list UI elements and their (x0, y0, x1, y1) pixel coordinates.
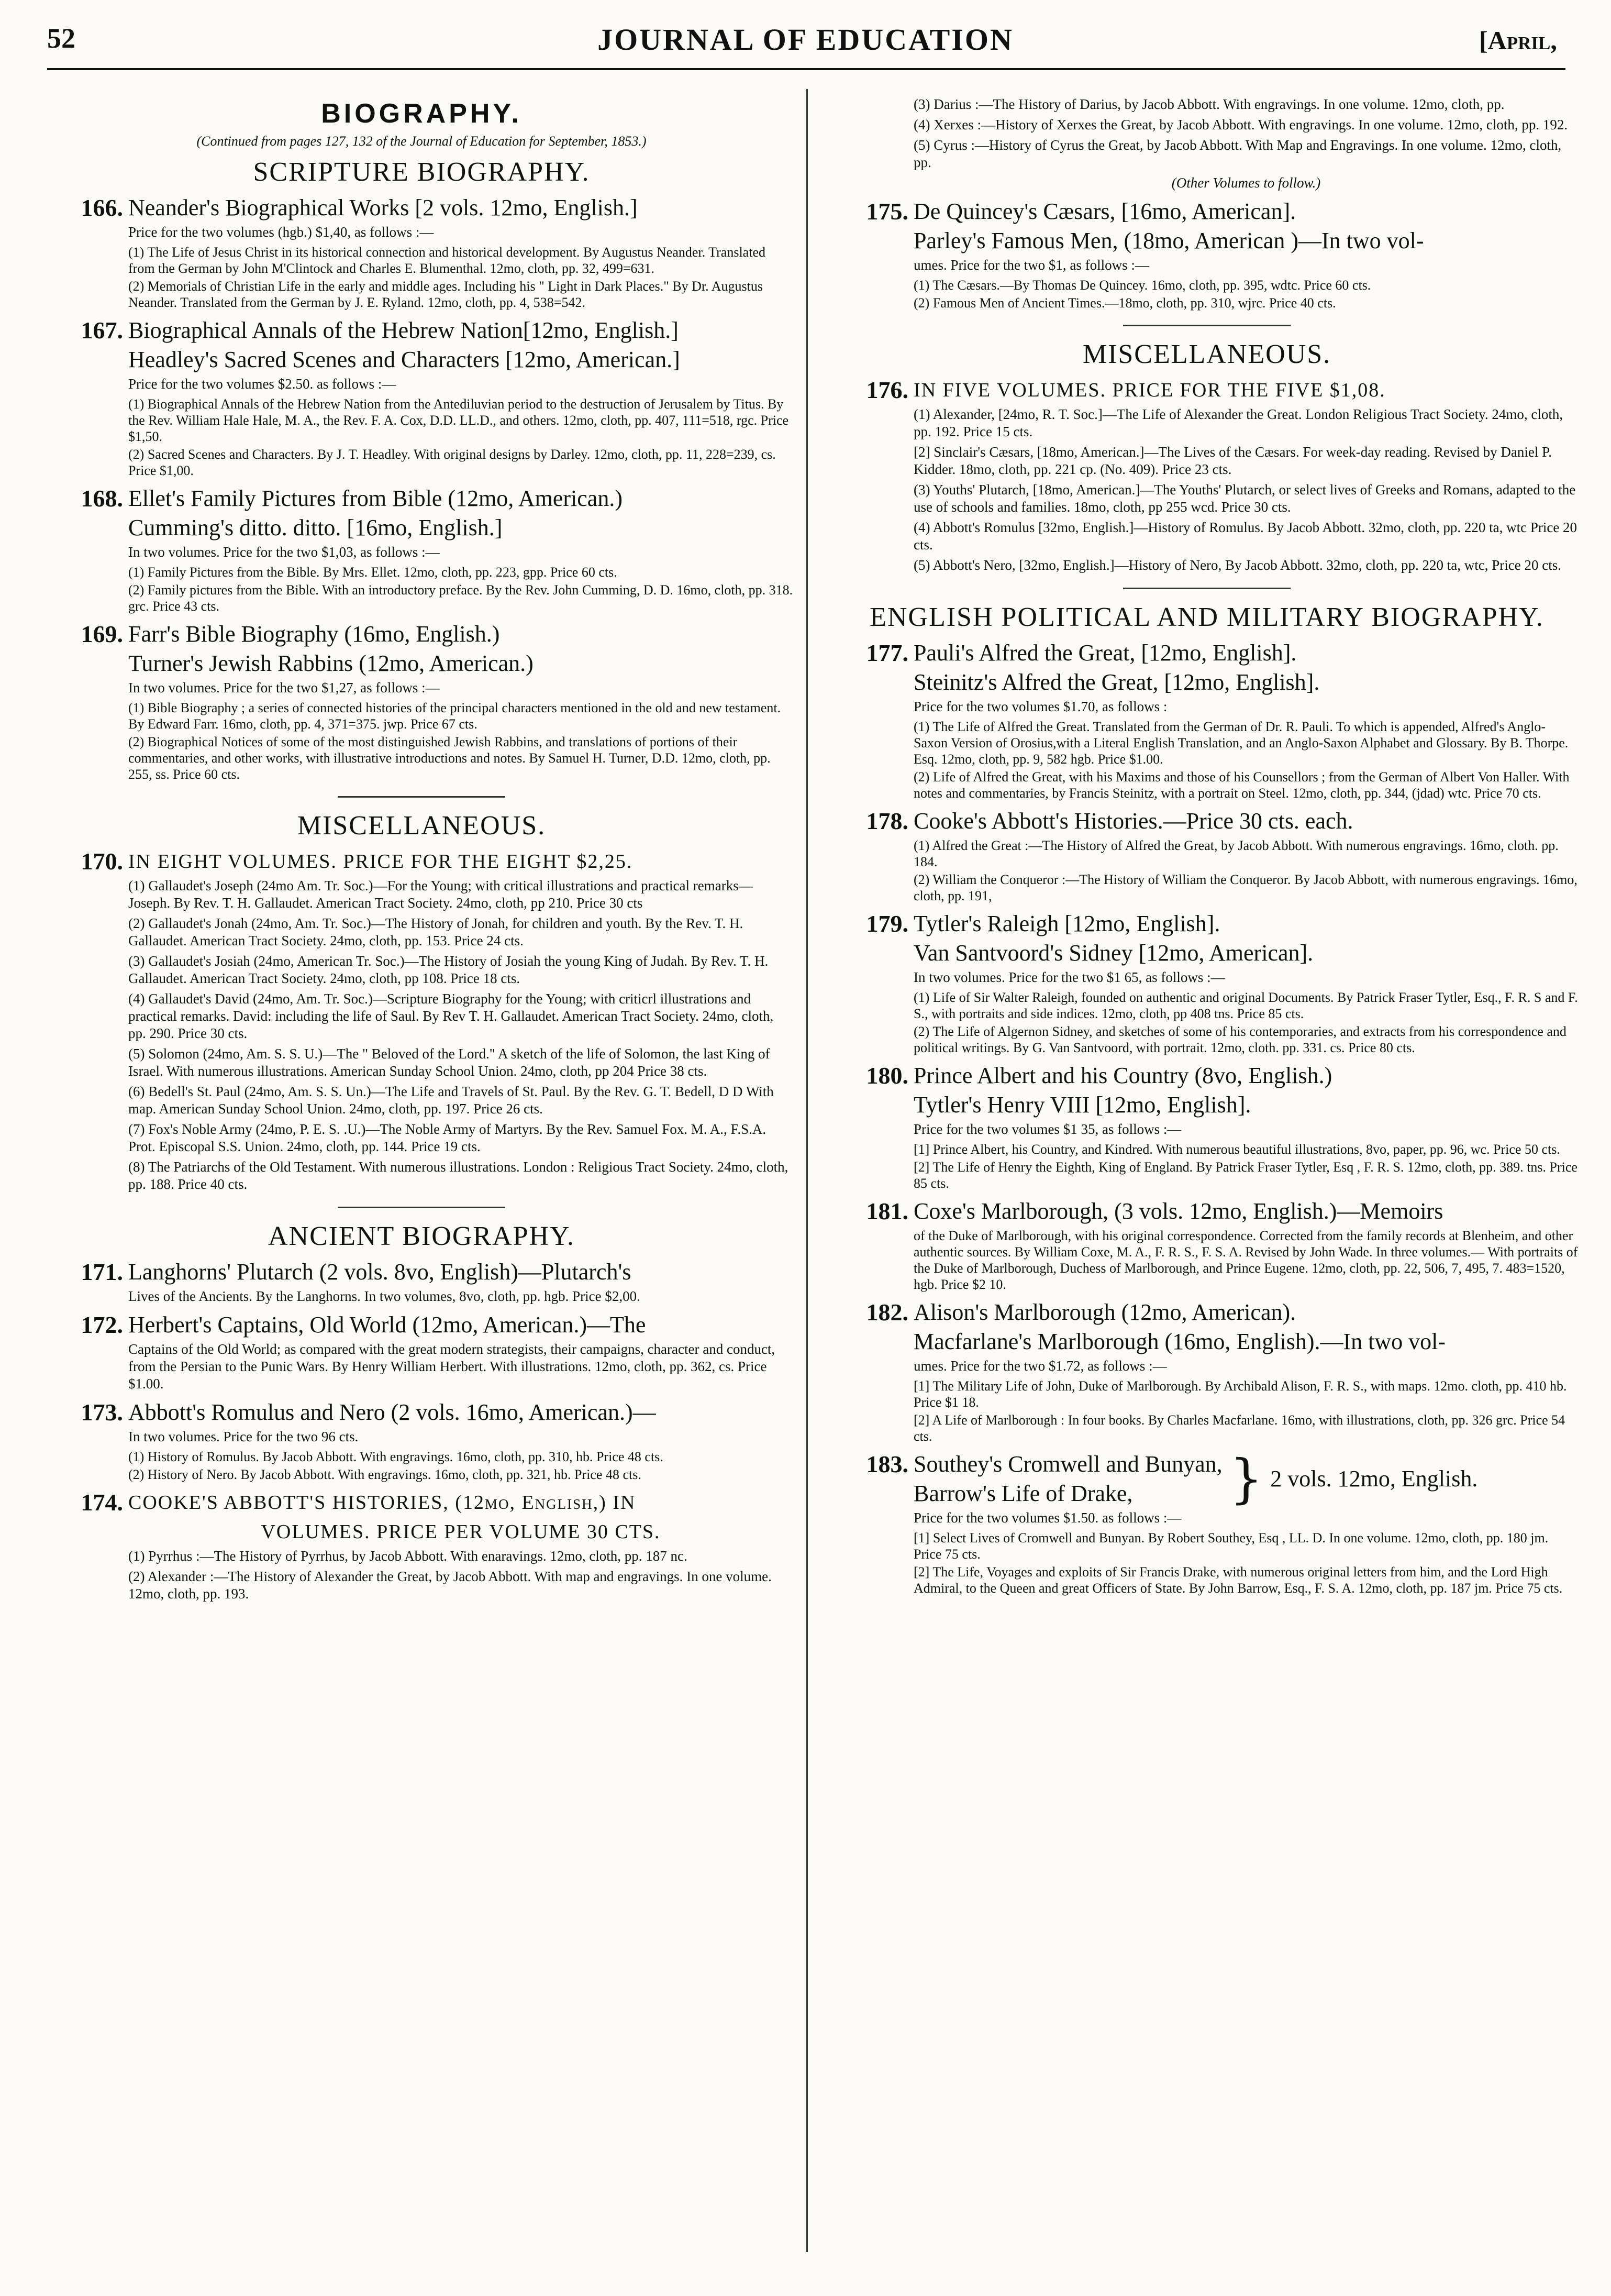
entry-subitem: (8) The Patriarchs of the Old Testament. With numerous illustrations. London : Religious Tract Society. 24mo, cloth, pp. 188. Price 40 cts. (128, 1159, 788, 1192)
entry-detail: Price for the two volumes $1.50. as follows :— (914, 1510, 1182, 1526)
entry-detail: umes. Price for the two $1, as follows :— (914, 257, 1149, 273)
entry-number: 176. (866, 377, 908, 403)
entry-172 (50, 1310, 793, 1393)
entry-subitem: (2) Famous Men of Ancient Times.—18mo, cloth, pp. 310, wjrc. Price 40 cts. (914, 295, 1336, 311)
entry-heading: Pauli's Alfred the Great, [12mo, English]. (914, 640, 1297, 666)
entry-heading-2: Cumming's ditto. ditto. [16mo, English.] (128, 515, 503, 540)
entry-heading-2: Macfarlane's Marlborough (16mo, English).—In two vol- (914, 1329, 1446, 1354)
entry-heading: Southey's Cromwell and Bunyan, (914, 1451, 1223, 1477)
entry-subitem: (1) Life of Sir Walter Raleigh, founded on authentic and original Documents. By Patrick Fraser Tytler, Esq., F. R. S and F. S., with portraits and side indices. 12mo, cloth, pp 408 tns. Price 85 cts. (914, 990, 1578, 1021)
entry-subitem: (2) Biographical Notices of some of the most distinguished Jewish Rabbins, and translations of portions of their commentaries, and other works, with illustrative introductions and notes. By Samuel H. Turner, D.D. 12mo, cloth, pp. 255, ss. Price 60 cts. (128, 734, 771, 782)
entry-subitem: (2) Family pictures from the Bible. With an introductory preface. By the Rev. John Cumming, D. D. 16mo, cloth, pp. 318. grc. Price 43 cts. (128, 582, 793, 614)
entry-subitem: (2) William the Conqueror :—The History of William the Conqueror. By Jacob Abbott, with numerous engravings. 16mo, cloth, pp. 191, (914, 872, 1577, 903)
entry-subitem: (1) Pyrrhus :—The History of Pyrrhus, by Jacob Abbott. With enaravings. 12mo, cloth, pp. 187 nc. (128, 1548, 687, 1564)
entry-subitem: (2) Gallaudet's Jonah (24mo, Am. Tr. Soc.)—The History of Jonah, for children and youth. By the Rev. T. H. Gallaudet. American Tract Society. 24mo, cloth, pp. 153. Price 24 cts. (128, 915, 743, 948)
volumes-note: (Other Volumes to follow.) (1171, 175, 1321, 191)
section-rule (1123, 325, 1291, 326)
entry-177 (835, 638, 1579, 801)
entry-heading: Alison's Marlborough (12mo, American). (914, 1299, 1296, 1325)
column-divider (806, 89, 808, 2252)
entry-number: 179. (866, 910, 908, 937)
section-title-scripture: SCRIPTURE BIOGRAPHY. (253, 157, 590, 187)
entry-number: 172. (81, 1311, 123, 1338)
entry-heading: Farr's Bible Biography (16mo, English.) (128, 621, 500, 647)
entry-detail: Lives of the Ancients. By the Langhorns. In two volumes, 8vo, cloth, pp. hgb. Price $2,00. (128, 1288, 640, 1304)
section-title-biography: BIOGRAPHY. (321, 98, 522, 129)
entry-heading: Coxe's Marlborough, (3 vols. 12mo, English.)—Memoirs (914, 1198, 1443, 1224)
entry-167 (50, 316, 793, 479)
entry-number: 178. (866, 808, 908, 834)
running-head (0, 0, 1611, 79)
entry-detail: umes. Price for the two $1.72, as follows :— (914, 1358, 1167, 1374)
entry-subitem: (2) History of Nero. By Jacob Abbott. With engravings. 16mo, cloth, pp. 321, hb. Price 48 cts. (128, 1467, 641, 1482)
section-rule (338, 1207, 505, 1208)
entry-subitem: (5) Solomon (24mo, Am. S. S. U.)—The " Beloved of the Lord." A sketch of the life of Solomon, the last King of Israel. With numerous illustrations. American Sunday School Union. 24mo, cloth, pp 204 Price 38 cts. (128, 1046, 770, 1079)
entry-subitem: (1) Gallaudet's Joseph (24mo Am. Tr. Soc.)—For the Young; with critical illustrations and practical remarks—Joseph. By Rev. T. H. Gallaudet. American Tract Society. 24mo, cloth, pp 210. Price 30 cts (128, 878, 753, 911)
entry-176 (835, 376, 1579, 574)
entry-heading: Herbert's Captains, Old World (12mo, American.)—The (128, 1312, 646, 1338)
entry-detail: Price for the two volumes $1.70, as follows : (914, 699, 1168, 714)
entry-subitem: (3) Gallaudet's Josiah (24mo, American Tr. Soc.)—The History of Josiah the young King of Judah. By Rev. T. H. Gallaudet. American Tract Society. 24mo, cloth, pp 108. Price 18 cts. (128, 953, 769, 986)
entry-detail: In two volumes. Price for the two $1,27, as follows :— (128, 680, 440, 696)
entry-subitem: [2] The Life, Voyages and exploits of Sir Francis Drake, with numerous original letters from him, and the Lord High Admiral, to the Queen and great Officers of State. By John Barrow, Esq., F. S. A. 12mo, cloth, pp. 187 jm. Price 75 cts. (914, 1564, 1563, 1596)
entry-heading-2: Parley's Famous Men, (18mo, American )—In two vol- (914, 228, 1424, 253)
entry-178 (835, 807, 1579, 904)
header-rule (47, 68, 1565, 70)
entry-detail: In two volumes. Price for the two $1 65, as follows :— (914, 969, 1225, 985)
entry-subitem: (1) History of Romulus. By Jacob Abbott. With engravings. 16mo, cloth, pp. 310, hb. Price 48 cts. (128, 1449, 663, 1464)
entry-number: 169. (81, 621, 123, 647)
entry-168 (50, 484, 793, 614)
entry-heading: Abbott's Romulus and Nero (2 vols. 16mo, American.)— (128, 1399, 656, 1425)
right-column (835, 92, 1579, 2281)
entry-169 (50, 620, 793, 782)
continuation-note: (Continued from pages 127, 132 of the Journal of Education for September, 1853.) (196, 134, 647, 149)
entry-174-continued (835, 96, 1579, 192)
entry-number: 166. (81, 194, 123, 221)
entry-subitem: [2] Sinclair's Cæsars, [18mo, American.]—The Lives of the Cæsars. For week-day reading. Revised by Daniel P. Kidder. 18mo, cloth, pp. 221 cp. (No. 409). Price 23 cts. (914, 444, 1552, 477)
entry-175 (835, 197, 1579, 311)
entry-subitem: (4) Gallaudet's David (24mo, Am. Tr. Soc.)—Scripture Biography for the Young; with criticrl illustrations and practical remarks. David: including the life of Saul. By Rev T. H. Gallaudet. American Tract Society. 24mo, cloth, pp. 290. Price 30 cts. (128, 991, 774, 1041)
entry-subitem: (4) Abbott's Romulus [32mo, English.]—History of Romulus. By Jacob Abbott. 32mo, cloth, pp. 220 ta, wtc Price 20 cts. (914, 520, 1577, 553)
entry-subitem: (2) The Life of Algernon Sidney, and sketches of some of his contemporaries, and extracts from his correspondence and political writings. By G. Van Santvoord, with portrait. 12mo, cloth. pp. 331. cs. Price 80 cts. (914, 1024, 1566, 1055)
entry-subitem: (1) The Cæsars.—By Thomas De Quincey. 16mo, cloth, pp. 395, wdtc. Price 60 cts. (914, 278, 1371, 293)
entry-heading: Tytler's Raleigh [12mo, English]. (914, 911, 1220, 936)
entry-detail: In two volumes. Price for the two 96 cts. (128, 1429, 359, 1444)
entry-heading: De Quincey's Cæsars, [16mo, American]. (914, 198, 1296, 224)
right-brace-icon: } (1229, 1448, 1263, 1509)
entry-detail: In two volumes. Price for the two $1,03, as follows :— (128, 544, 440, 560)
entry-subitem: (4) Xerxes :—History of Xerxes the Great, by Jacob Abbott. With engravings. In one volume. 12mo, cloth, pp. 192. (914, 117, 1568, 133)
entry-166 (50, 193, 793, 311)
entry-subitem: [1] Select Lives of Cromwell and Bunyan. By Robert Southey, Esq , LL. D. In one volume. 12mo, cloth, pp. 180 jm. Price 75 cts. (914, 1530, 1549, 1562)
entry-heading: Biographical Annals of the Hebrew Nation[12mo, English.] (128, 317, 679, 343)
entry-181 (835, 1197, 1579, 1293)
entry-subitem: (3) Youths' Plutarch, [18mo, American.]—The Youths' Plutarch, or select lives of Greeks and Romans, adapted to the use of schools and families. 18mo, cloth, pp 255 wcd. Price 30 cts. (914, 482, 1576, 515)
entry-subitem: [1] The Military Life of John, Duke of Marlborough. By Archibald Alison, F. R. S., with maps. 12mo. cloth, pp. 410 hb. Price $1 18. (914, 1378, 1567, 1410)
entry-subitem: (1) Alfred the Great :—The History of Alfred the Great, by Jacob Abbott. With numerous engravings. 16mo, cloth. pp. 184. (914, 838, 1559, 869)
entry-heading: COOKE'S ABBOTT'S HISTORIES, (12mo, English,) IN (128, 1492, 636, 1514)
entry-subitem: [2] A Life of Marlborough : In four books. By Charles Macfarlane. 16mo, with illustrations, cloth, pp. 326 grc. Price 54 cts. (914, 1412, 1565, 1444)
journal-title: JOURNAL OF EDUCATION (597, 23, 1014, 57)
section-title-miscellaneous: MISCELLANEOUS. (297, 811, 546, 841)
entry-subitem: (2) Life of Alfred the Great, with his Maxims and those of his Counsellors ; from the German of Albert Von Haller. With notes and commentaries, by Francis Steinitz, with a portrait on Steel. 12mo, cloth, pp. 344, (jdad) wtc. Price 70 cts. (914, 769, 1570, 801)
entry-173 (50, 1398, 793, 1483)
entry-number: 183. (866, 1451, 908, 1477)
entry-subitem: (5) Abbott's Nero, [32mo, English.]—History of Nero, By Jacob Abbott. 32mo, cloth, pp. 220 ta, wtc, Price 20 cts. (914, 557, 1561, 573)
entry-number: 174. (81, 1489, 123, 1516)
entry-170 (50, 847, 793, 1193)
page-number: 52 (47, 23, 75, 54)
entry-detail: Price for the two volumes (hgb.) $1,40, as follows :— (128, 224, 434, 240)
entry-heading: Langhorns' Plutarch (2 vols. 8vo, English)—Plutarch's (128, 1259, 631, 1285)
entry-heading: IN EIGHT VOLUMES. PRICE FOR THE EIGHT $2,25. (128, 851, 633, 873)
entry-number: 170. (81, 848, 123, 875)
section-title-miscellaneous: MISCELLANEOUS. (1082, 339, 1331, 369)
entry-detail: Captains of the Old World; as compared with the great modern strategists, their campaigns, character and conduct, from the Persian to the Punic Wars. By Henry William Herbert. With illustrations. 12mo, cloth, pp. 362, cs. Price $1.00. (128, 1341, 775, 1392)
entry-subitem: (1) Bible Biography ; a series of connected histories of the principal characters mentioned in the old and new testament. By Edward Farr. 16mo, cloth, pp. 4, 371=375. jwp. Price 67 cts. (128, 700, 781, 732)
entry-number: 168. (81, 485, 123, 512)
entry-180 (835, 1061, 1579, 1191)
brace-group (914, 1450, 1579, 1508)
entry-subitem: (1) The Life of Jesus Christ in its historical connection and historical development. By Augustus Neander. Translated from the German by John M'Clintock and Charles E. Blumenthal. 12mo, cloth, pp. 32, 499=631. (128, 245, 765, 276)
entry-subitem: (6) Bedell's St. Paul (24mo, Am. S. S. Un.)—The Life and Travels of St. Paul. By the Rev. G. T. Bedell, D D With map. American Sunday School Union. 24mo, cloth, pp. 197. Price 26 cts. (128, 1084, 774, 1117)
entry-detail: of the Duke of Marlborough, with his original correspondence. Corrected from the family records at Blenheim, and other authentic sources. By William Coxe, M. A., F. R. S., F. S. A. Revised by John Wade. In three volumes.— With portraits of the Duke of Marlborough, Duchess of Marlborough, and Prince Eugene. 12mo, cloth, pp. 22, 506, 7, 495, 7. 483=1520, hgb. Price $2 10. (914, 1228, 1578, 1292)
entry-183 (835, 1450, 1579, 1596)
entry-number: 175. (866, 198, 908, 225)
entry-number: 177. (866, 639, 908, 666)
entry-182 (835, 1298, 1579, 1444)
entry-subitem: (7) Fox's Noble Army (24mo, P. E. S. .U.)—The Noble Army of Martyrs. By the Rev. Samuel Fox. M. A., F.S.A. Prot. Episcopal S.S. Union. 24mo, cloth, pp. 144. Price 19 cts. (128, 1121, 766, 1154)
entry-subitem: (5) Cyrus :—History of Cyrus the Great, by Jacob Abbott. With Map and Engravings. In one volume. 12mo, cloth, pp. (914, 137, 1562, 170)
entry-detail: Price for the two volumes $1 35, as follows :— (914, 1121, 1182, 1137)
entry-heading: IN FIVE VOLUMES. PRICE FOR THE FIVE $1,08. (914, 379, 1386, 401)
entry-heading: Prince Albert and his Country (8vo, English.) (914, 1063, 1332, 1088)
entry-heading-2: Barrow's Life of Drake, (914, 1481, 1133, 1506)
left-column (50, 92, 793, 2281)
entry-subitem: (1) Biographical Annals of the Hebrew Nation from the Antediluvian period to the destruction of Jerusalem by Titus. By the Rev. William Hale Hale, M. A., the Rev. F. A. Cox, D.D. LL.D., and others. 12mo, cloth, pp. 407, 111=518, rgc. Price $1,50. (128, 396, 789, 444)
entry-171 (50, 1257, 793, 1305)
entry-heading: Ellet's Family Pictures from Bible (12mo, American.) (128, 485, 623, 511)
entry-number: 181. (866, 1198, 908, 1224)
entry-subitem: [1] Prince Albert, his Country, and Kindred. With numerous beautiful illustrations, 8vo, paper, pp. 96, wc. Price 50 cts. (914, 1142, 1560, 1157)
section-title-ancient: ANCIENT BIOGRAPHY. (268, 1221, 575, 1251)
entry-heading-2: Turner's Jewish Rabbins (12mo, American.) (128, 650, 534, 676)
entry-subitem: (1) Family Pictures from the Bible. By Mrs. Ellet. 12mo, cloth, pp. 223, gpp. Price 60 cts. (128, 565, 617, 580)
entry-subitem: (1) Alexander, [24mo, R. T. Soc.]—The Life of Alexander the Great. London Religious Tract Society. 24mo, cloth, pp. 192. Price 15 cts. (914, 406, 1563, 439)
entry-heading-2: VOLUMES. PRICE PER VOLUME 30 CTS. (261, 1521, 661, 1543)
entry-subitem: (1) The Life of Alfred the Great. Translated from the German of Dr. R. Pauli. To which is appended, Alfred's Anglo-Saxon Version of Orosius,with a Literal English Translation, and an Anglo-Saxon Alphabet and Glossary. By B. Thorpe. Esq. 12mo, cloth, pp. 9, 582 hgb. Price $1.00. (914, 719, 1569, 767)
entry-subitem: (2) Memorials of Christian Life in the early and middle ages. Including his " Light in Dark Places." By Dr. Augustus Neander. Translated from the German by J. E. Ryland. 12mo, cloth, pp. 4, 538=542. (128, 279, 763, 310)
entry-subitem: (2) Sacred Scenes and Characters. By J. T. Headley. With original designs by Darley. 12mo, cloth, pp. 11, 228=239, cs. Price $1,00. (128, 447, 776, 478)
entry-heading: Neander's Biographical Works [2 vols. 12mo, English.] (128, 195, 638, 220)
entry-detail: Price for the two volumes $2.50. as follows :— (128, 376, 396, 392)
entry-subitem: (3) Darius :—The History of Darius, by Jacob Abbott. With engravings. In one volume. 12mo, cloth, pp. (914, 96, 1505, 112)
entry-number: 180. (866, 1062, 908, 1089)
section-rule (338, 796, 505, 798)
entry-heading-2: Tytler's Henry VIII [12mo, English]. (914, 1092, 1251, 1118)
entry-heading-2: Steinitz's Alfred the Great, [12mo, English]. (914, 669, 1320, 695)
entry-heading: Cooke's Abbott's Histories.—Price 30 cts. each. (914, 808, 1353, 834)
entry-subitem: [2] The Life of Henry the Eighth, King of England. By Patrick Fraser Tytler, Esq , F. R. S. 12mo, cloth, pp. 389. tns. Price 85 cts. (914, 1160, 1577, 1191)
entry-number: 173. (81, 1399, 123, 1426)
issue-month: [April, (1479, 26, 1557, 55)
entry-number: 171. (81, 1259, 123, 1285)
entry-number: 167. (81, 317, 123, 344)
entry-subitem: (2) Alexander :—The History of Alexander the Great, by Jacob Abbott. With map and engravings. In one volume. 12mo, cloth, pp. 193. (128, 1569, 772, 1602)
entry-heading-2: Headley's Sacred Scenes and Characters [12mo, American.] (128, 347, 680, 372)
section-rule (1123, 588, 1291, 589)
entry-179 (835, 909, 1579, 1056)
entry-heading-2: Van Santvoord's Sidney [12mo, American]. (914, 940, 1314, 966)
brace-titles (914, 1450, 1223, 1508)
section-title-english-political: ENGLISH POLITICAL AND MILITARY BIOGRAPHY. (870, 602, 1544, 632)
brace-note: 2 vols. 12mo, English. (1270, 1466, 1478, 1492)
entry-174 (50, 1488, 793, 1603)
entry-number: 182. (866, 1299, 908, 1326)
